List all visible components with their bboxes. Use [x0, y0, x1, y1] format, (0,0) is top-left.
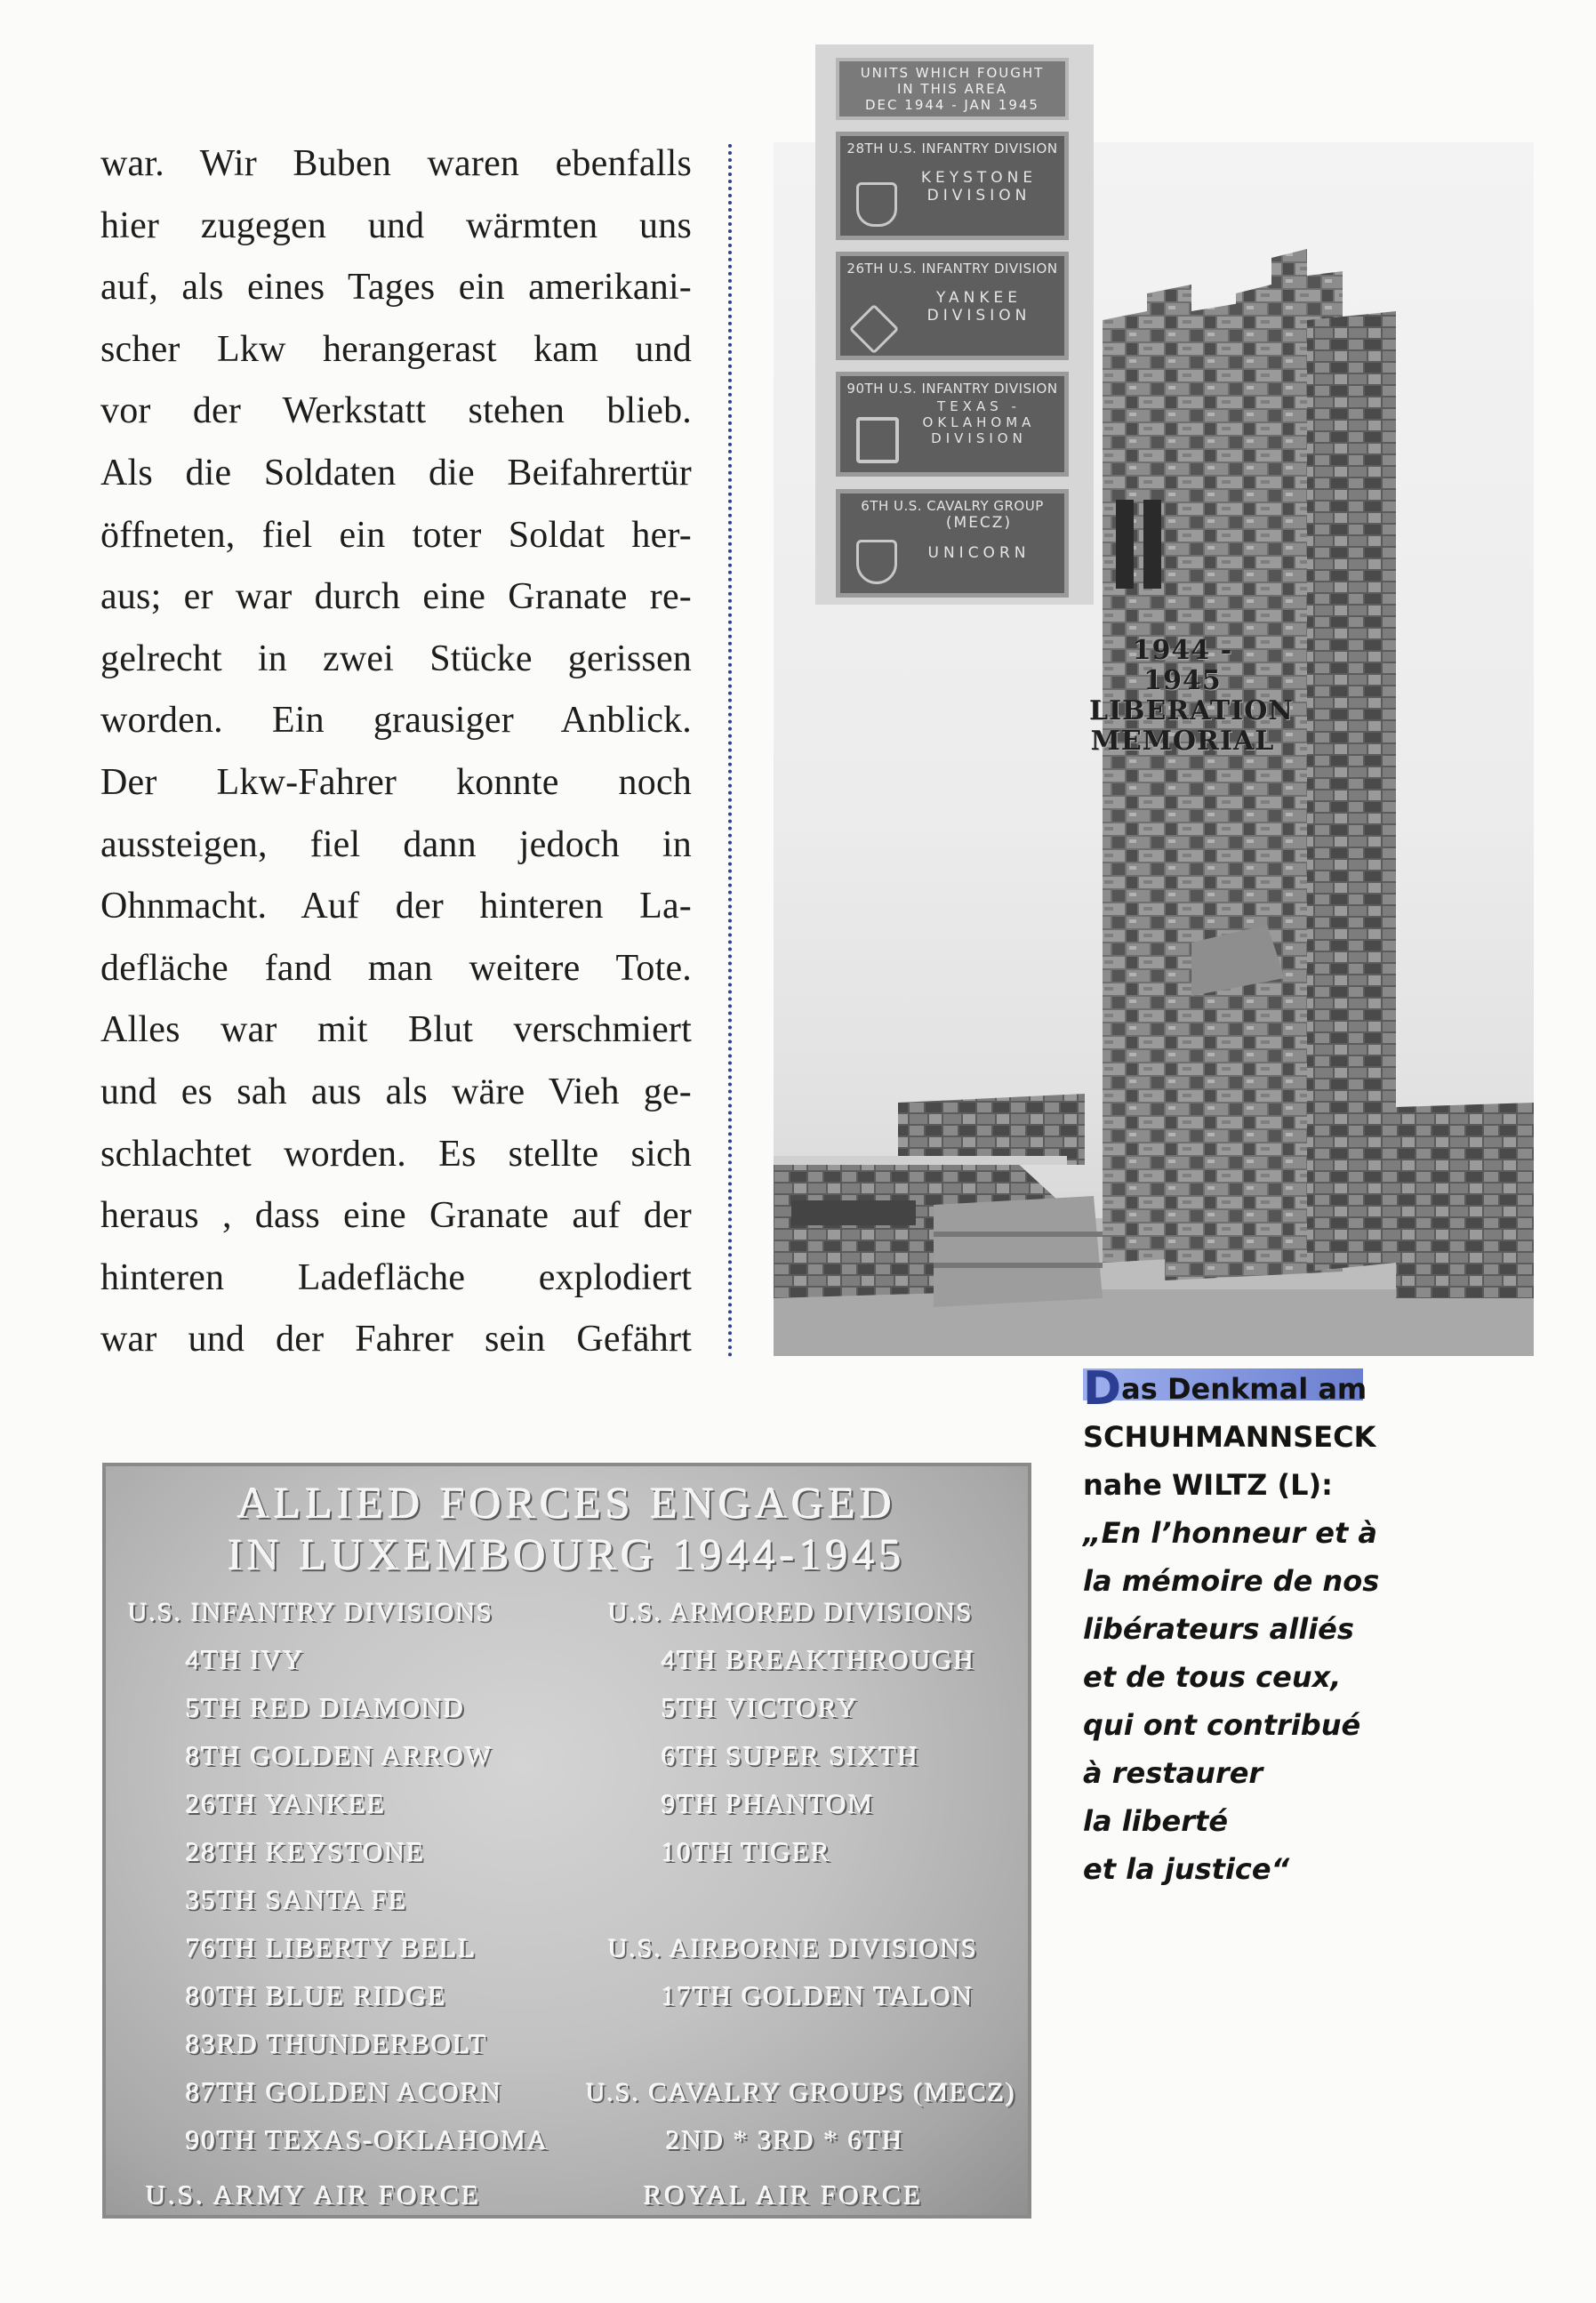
airborne-heading: U.S. AIRBORNE DIVISIONS	[608, 1934, 979, 1963]
body-line: hier zugegen und wärmten uns	[100, 205, 692, 246]
body-line: Alles war mit Blut verschmiert	[100, 1009, 692, 1051]
unit-plaque-title: 6TH U.S. CAVALRY GROUP	[861, 498, 1044, 514]
unit-plaque-line: UNICORN	[927, 544, 1031, 562]
footer-right: ROYAL AIR FORCE	[644, 2179, 924, 2211]
unit-plaque-line: DIVISION	[926, 187, 1031, 205]
body-line: aus; er war durch eine Granate re-	[100, 576, 692, 618]
infantry-entry: 8TH GOLDEN ARROW	[186, 1740, 493, 1771]
unit-plaque-line: TEXAS -	[937, 398, 1021, 414]
footer-left: U.S. ARMY AIR FORCE	[146, 2179, 482, 2211]
photo-caption	[1083, 1362, 1439, 1893]
armored-entry: 5TH VICTORY	[662, 1692, 859, 1723]
keystone-emblem-icon	[856, 182, 897, 227]
unit-plaque-line: YANKEE	[935, 289, 1023, 307]
allied-forces-plaque	[102, 1463, 1031, 2219]
body-line: defläche fand man weitere Tote.	[100, 947, 692, 989]
cavalry-heading: U.S. CAVALRY GROUPS (MECZ)	[586, 2078, 1017, 2107]
unit-plaque-line: DIVISION	[931, 430, 1027, 446]
plaque-subtitle: IN LUXEMBOURG 1944-1945	[228, 1529, 906, 1579]
body-line: war. Wir Buben waren ebenfalls	[100, 143, 692, 184]
unit-plaque-line: KEYSTONE	[920, 169, 1038, 187]
infantry-entry: 76TH LIBERTY BELL	[186, 1932, 477, 1963]
caption-quote-line: „En l’honneur et à	[1083, 1516, 1377, 1550]
unit-plaque-28th	[836, 132, 1069, 240]
airborne-entry: 17TH GOLDEN TALON	[662, 1980, 974, 2011]
infantry-entry: 80TH BLUE RIDGE	[186, 1980, 447, 2011]
units-header-plaque	[836, 58, 1069, 120]
tower-inscription	[1089, 635, 1294, 757]
caption-line1: as Denkmal am	[1121, 1372, 1367, 1406]
caption-line3: nahe WILTZ (L):	[1083, 1468, 1333, 1502]
unit-plaque-26th	[836, 252, 1069, 360]
body-line: Der Lkw-Fahrer konnte noch	[100, 761, 692, 803]
body-line: auf, als eines Tages ein amerikani-	[100, 267, 692, 309]
inscription-line: LIBERATION	[1089, 695, 1294, 726]
caption-quote-line: la liberté	[1083, 1804, 1229, 1838]
unit-plaque-title: 28TH U.S. INFANTRY DIVISION	[846, 140, 1058, 156]
caption-quote-line: libérateurs alliés	[1083, 1612, 1354, 1646]
unit-plaque-line: OKLAHOMA	[922, 414, 1036, 430]
body-line: hinteren Ladefläche explodiert	[100, 1256, 692, 1298]
units-header-line: DEC 1944 - JAN 1945	[865, 97, 1039, 113]
infantry-entry: 87TH GOLDEN ACORN	[186, 2076, 503, 2107]
infantry-entry: 5TH RED DIAMOND	[186, 1692, 466, 1723]
body-line: vor der Werkstatt stehen blieb.	[100, 390, 692, 432]
article-body-text	[100, 133, 692, 1371]
body-line: gelrecht in zwei Stücke gerissen	[100, 638, 692, 679]
units-header-line: UNITS WHICH FOUGHT	[860, 65, 1045, 81]
caption-quote-line: à restaurer	[1083, 1756, 1263, 1790]
body-line: scher Lkw herangerast kam und	[100, 328, 692, 370]
units-header-line: IN THIS AREA	[897, 81, 1007, 97]
yankee-emblem-icon	[849, 304, 900, 355]
caption-first-line	[1083, 1362, 1439, 1416]
unit-plaque-90th	[836, 372, 1069, 477]
unit-plaque-title: 90TH U.S. INFANTRY DIVISION	[846, 381, 1058, 397]
armored-entry: 10TH TIGER	[662, 1836, 831, 1867]
infantry-heading: U.S. INFANTRY DIVISIONS	[128, 1598, 494, 1627]
caption-quote-line: et de tous ceux,	[1083, 1660, 1342, 1694]
body-line: öffneten, fiel ein toter Soldat her-	[100, 514, 692, 556]
caption-quote-line: et la justice“	[1083, 1852, 1290, 1886]
unicorn-shield-icon	[856, 540, 897, 584]
armored-heading: U.S. ARMORED DIVISIONS	[608, 1598, 974, 1627]
dotted-column-divider	[728, 144, 732, 1358]
infantry-entry: 35TH SANTA FE	[186, 1884, 408, 1915]
body-line: heraus , dass eine Granate auf der	[100, 1195, 692, 1237]
body-line: aussteigen, fiel dann jedoch in	[100, 823, 692, 865]
unit-plaque-line: DIVISION	[926, 307, 1031, 325]
unit-plaque-title: 26TH U.S. INFANTRY DIVISION	[846, 261, 1058, 277]
body-line: und es sah aus als wäre Vieh ge-	[100, 1071, 692, 1112]
unit-plaque-line: (MECZ)	[945, 514, 1013, 532]
cavalry-entry: 2ND * 3RD * 6TH	[666, 2124, 904, 2155]
unit-plaque-6th-cavalry	[836, 489, 1069, 598]
infantry-entry: 26TH YANKEE	[186, 1788, 386, 1819]
caption-drop-letter: D	[1083, 1362, 1122, 1416]
armored-entry: 9TH PHANTOM	[662, 1788, 875, 1819]
inscription-line: 1944 - 1945	[1132, 635, 1233, 696]
infantry-entry: 90TH TEXAS-OKLAHOMA	[186, 2124, 549, 2155]
infantry-entry: 4TH IVY	[186, 1644, 305, 1675]
caption-quote-line: la mémoire de nos	[1083, 1564, 1380, 1598]
plaque-title: ALLIED FORCES ENGAGED	[237, 1478, 897, 1528]
body-line: war und der Fahrer sein Gefährt	[100, 1319, 692, 1360]
armored-entry: 6TH SUPER SIXTH	[662, 1740, 920, 1771]
body-line: schlachtet worden. Es stellte sich	[100, 1133, 692, 1175]
caption-line2: SCHUHMANNSECK	[1083, 1420, 1376, 1454]
body-line: Ohnmacht. Auf der hinteren La-	[100, 886, 692, 927]
caption-highlight	[1083, 1362, 1367, 1416]
body-line: worden. Ein grausiger Anblick.	[100, 700, 692, 742]
infantry-entry: 28TH KEYSTONE	[186, 1836, 426, 1867]
body-line: Als die Soldaten die Beifahrertür	[100, 452, 692, 494]
inscription-line: MEMORIAL	[1090, 726, 1275, 757]
infantry-entry: 83RD THUNDERBOLT	[186, 2028, 488, 2059]
to-emblem-icon	[856, 417, 899, 463]
armored-entry: 4TH BREAKTHROUGH	[662, 1644, 976, 1675]
caption-quote-line: qui ont contribué	[1083, 1708, 1361, 1742]
